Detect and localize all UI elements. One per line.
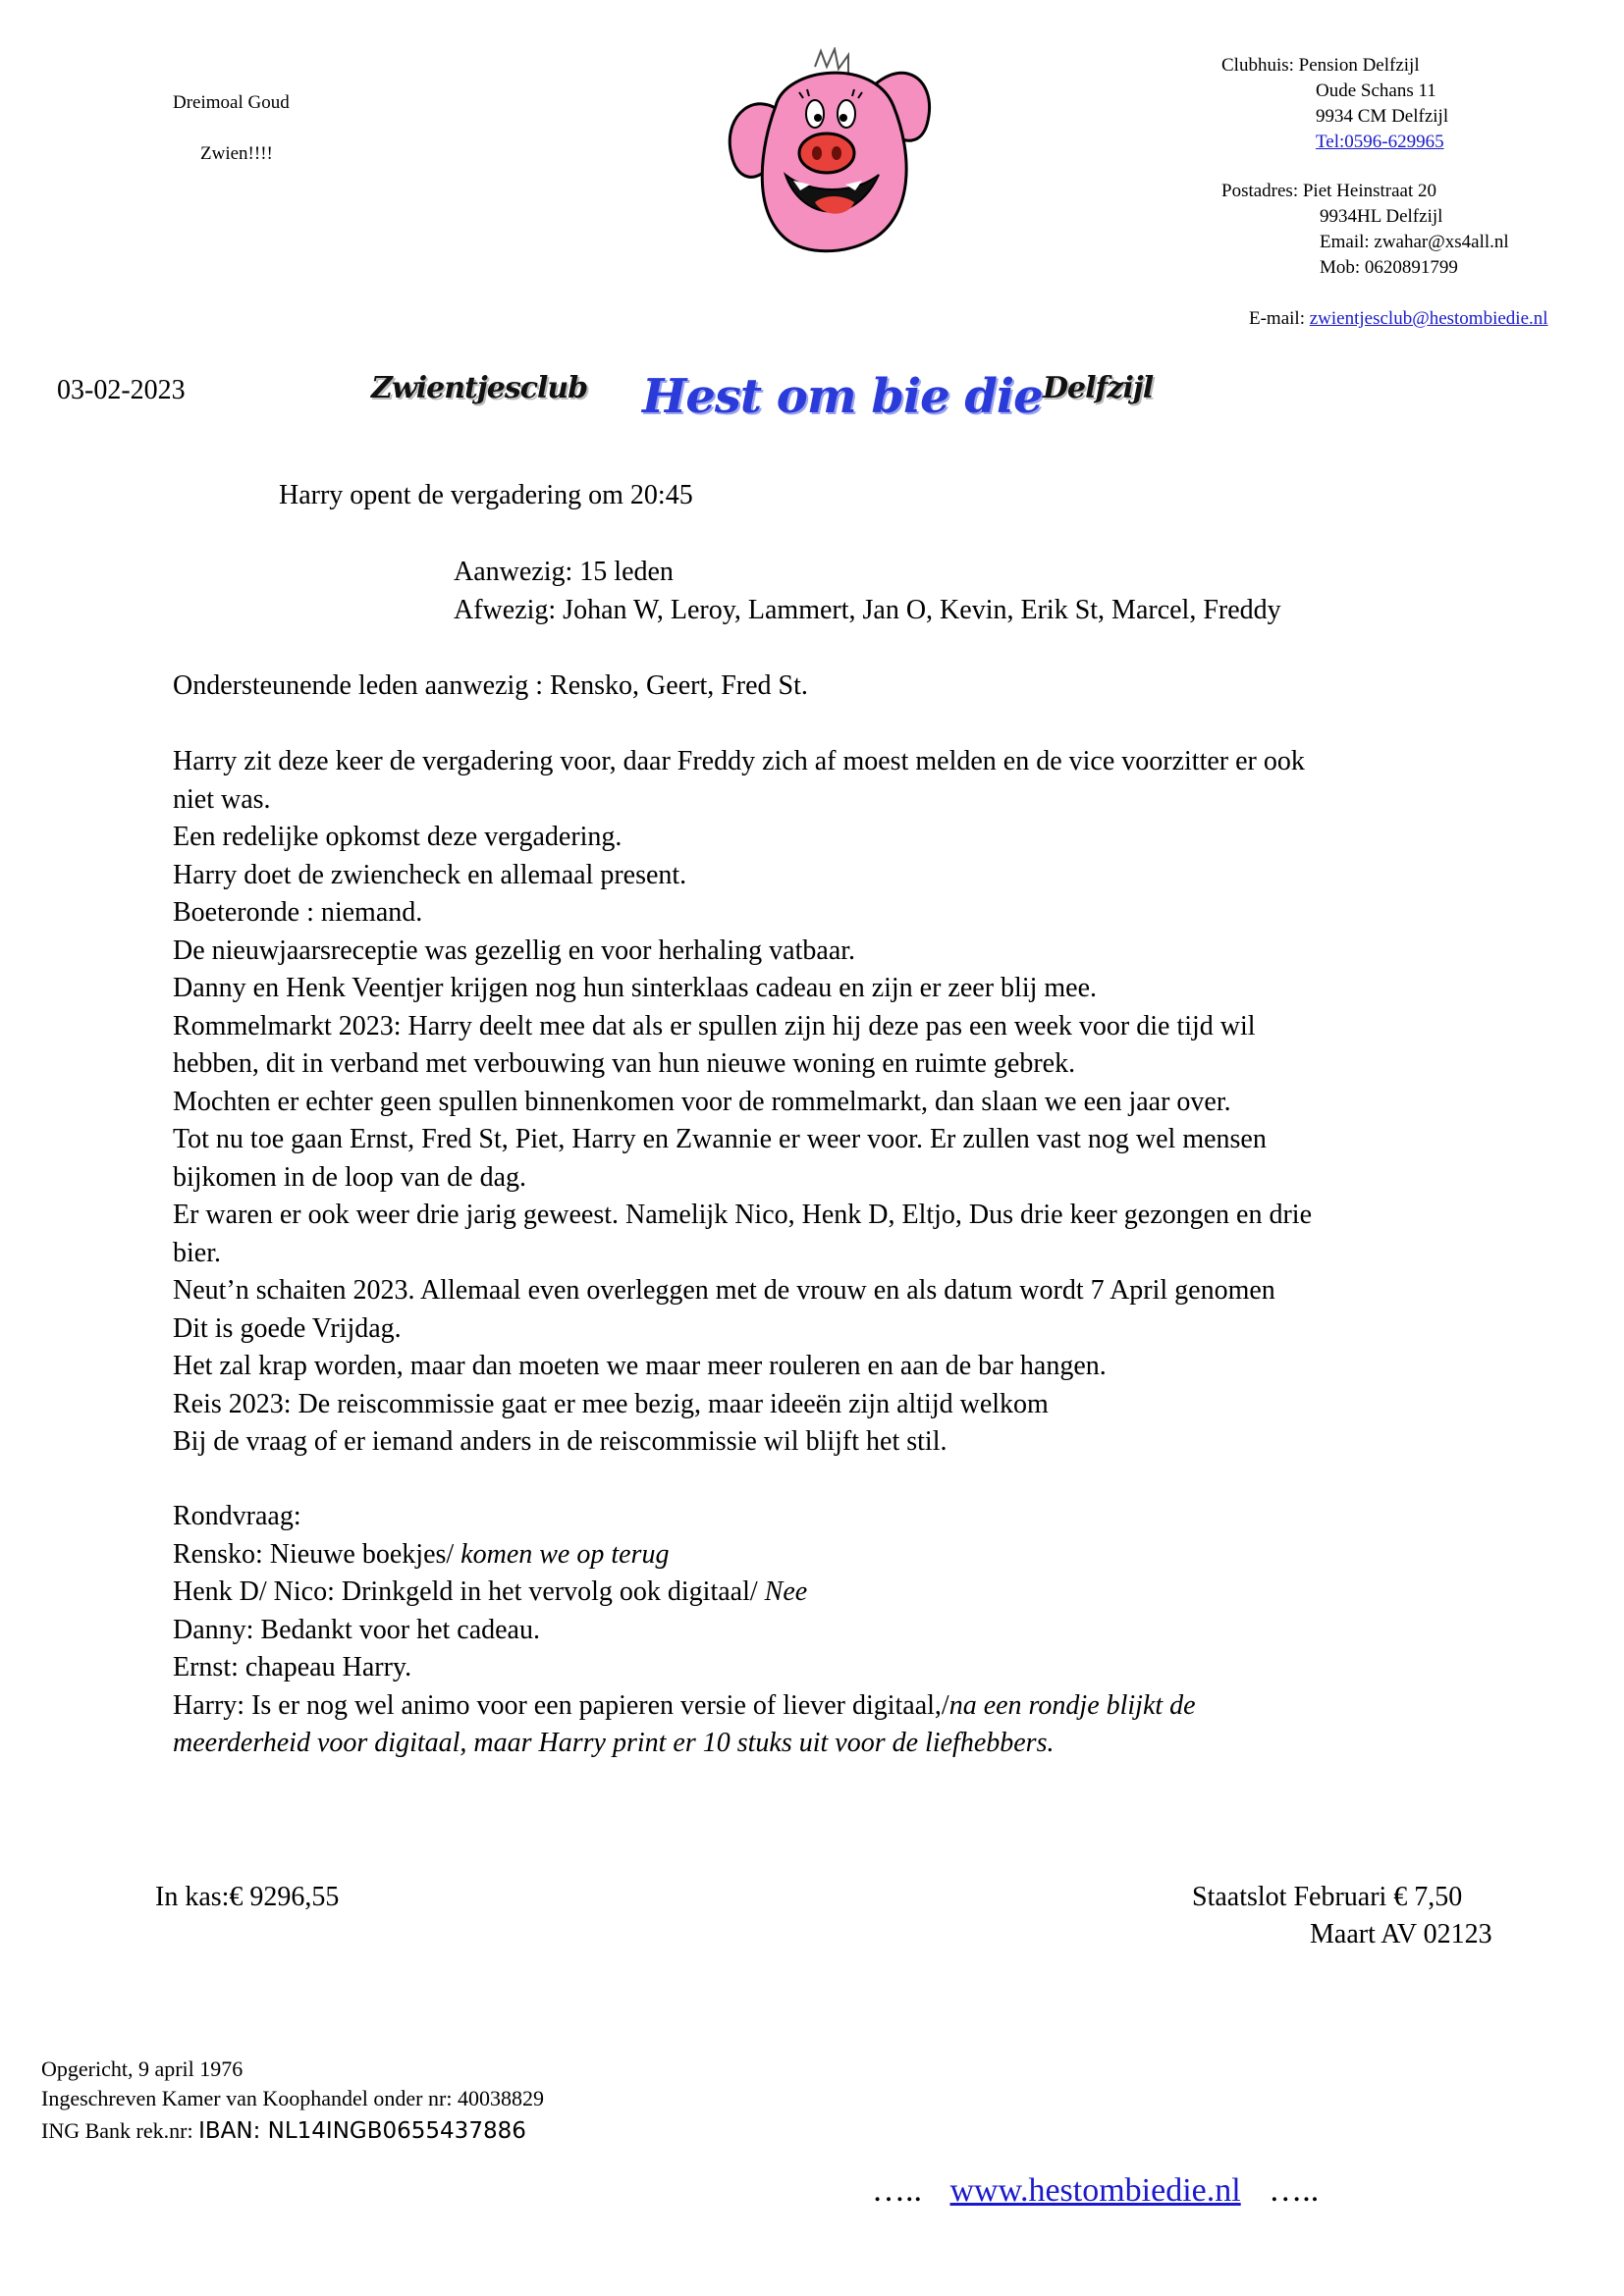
- bank-line: [41, 2116, 526, 2146]
- rondvraag-answer: na een rondje blijkt de: [948, 1689, 1196, 1721]
- minutes-line: Het zal krap worden, maar dan moeten we maar meer rouleren en aan de bar hangen.: [173, 1351, 1107, 1381]
- motto-line-1: Dreimoal Goud: [173, 92, 290, 113]
- clubhuis-label: Clubhuis:: [1221, 55, 1294, 76]
- founded-line: Opgericht, 9 april 1976: [41, 2056, 244, 2081]
- minutes-line: Er waren er ook weer drie jarig geweest. Namelijk Nico, Henk D, Eltjo, Dus drie keer gezongen en drie: [173, 1200, 1313, 1230]
- rondvraag-item: [173, 1536, 1196, 1575]
- clubhuis-street: Oude Schans 11: [1316, 80, 1436, 101]
- minutes-line: bijkomen in de loop van de dag.: [173, 1161, 527, 1193]
- staatslot-line: Staatslot Februari € 7,50: [1192, 1882, 1463, 1912]
- rondvraag-item: [173, 1574, 1196, 1612]
- pig-head-icon: [717, 47, 952, 258]
- minutes-line: De nieuwjaarsreceptie was gezellig en voor herhaling vatbaar.: [173, 934, 856, 966]
- motto-line-2: Zwien!!!!: [200, 143, 273, 164]
- rondvraag-answer: komen we op terug: [460, 1538, 670, 1570]
- postadres-label: Postadres:: [1221, 181, 1299, 201]
- club-title-left: Zwientjesclub: [371, 371, 588, 405]
- minutes-line: Reis 2023: De reiscommissie gaat er mee bezig, maar ideeën zijn altijd welkom: [173, 1388, 1049, 1419]
- postadres-mobile: Mob: 0620891799: [1320, 257, 1458, 278]
- iban-number: IBAN: NL14INGB0655437886: [198, 2118, 526, 2144]
- rondvraag-item: [173, 1612, 1196, 1650]
- minutes-line: hebben, dit in verband met verbouwing van hun nieuwe woning en ruimte gebrek.: [173, 1048, 1076, 1079]
- kvk-line: Ingeschreven Kamer van Koophandel onder nr: 40038829: [41, 2086, 544, 2110]
- rondvraag-question: Harry: Is er nog wel animo voor een papieren versie of liever digitaal,/: [173, 1689, 949, 1721]
- minutes-line: Boeteronde : niemand.: [173, 897, 423, 928]
- rondvraag-section: [173, 1498, 1196, 1763]
- minutes-line: Neut’n schaiten 2023. Allemaal even overleggen met de vrouw en als datum wordt 7 April genomen: [173, 1275, 1275, 1306]
- minutes-line: bier.: [173, 1237, 221, 1268]
- club-logo: [717, 47, 952, 258]
- dots-right: …..: [1269, 2172, 1320, 2209]
- clubhuis-name: Pension Delfzijl: [1298, 55, 1420, 76]
- minutes-line: Tot nu toe gaan Ernst, Fred St, Piet, Harry en Zwannie er weer voor. Er zullen vast nog wel mensen: [173, 1124, 1267, 1154]
- minutes-body: [173, 743, 1312, 1462]
- minutes-line: Mochten er echter geen spullen binnenkomen voor de rommelmarkt, dan slaan we een jaar over.: [173, 1086, 1231, 1117]
- minutes-line: Een redelijke opkomst deze vergadering.: [173, 822, 623, 852]
- minutes-line: Harry zit deze keer de vergadering voor, daar Freddy zich af moest melden en de vice voorzitter er ook: [173, 746, 1305, 776]
- website-link[interactable]: www.hestombiedie.nl: [949, 2172, 1241, 2209]
- postadres-city: 9934HL Delfzijl: [1320, 206, 1443, 227]
- maart-line: Maart AV 02123: [1310, 1919, 1492, 1949]
- clubhuis-line: [1221, 53, 1420, 79]
- clubhuis-phone-link[interactable]: Tel:0596-629965: [1316, 132, 1444, 152]
- rondvraag-question: Rensko: Nieuwe boekjes/: [173, 1538, 461, 1570]
- supporting-members-line: Ondersteunende leden aanwezig : Rensko, Geert, Fred St.: [173, 670, 808, 701]
- present-line: Aanwezig: 15 leden: [454, 557, 674, 587]
- rondvraag-title: Rondvraag:: [173, 1501, 301, 1531]
- postadres-line: [1221, 179, 1436, 204]
- rondvraag-item: [173, 1649, 1196, 1687]
- dots-left: …..: [872, 2172, 922, 2209]
- club-title-center: Hest om bie die: [642, 369, 1043, 424]
- minutes-line: Rommelmarkt 2023: Harry deelt mee dat als er spullen zijn hij deze pas een week voor die tijd wil: [173, 1010, 1256, 1041]
- minutes-line: niet was.: [173, 783, 271, 815]
- opening-line: Harry opent de vergadering om 20:45: [279, 480, 693, 510]
- rondvraag-answer-continued: meerderheid voor digitaal, maar Harry print er 10 stuks uit voor de liefhebbers.: [173, 1728, 1055, 1758]
- meeting-date: 03-02-2023: [57, 375, 186, 405]
- absent-line: Afwezig: Johan W, Leroy, Lammert, Jan O, Kevin, Erik St, Marcel, Freddy: [454, 595, 1281, 625]
- email-link[interactable]: zwientjesclub@hestombiedie.nl: [1309, 308, 1548, 329]
- bank-label: ING Bank rek.nr:: [41, 2118, 199, 2143]
- minutes-line: Bij de vraag of er iemand anders in de reiscommissie wil blijft het stil.: [173, 1426, 947, 1457]
- rondvraag-question: Henk D/ Nico: Drinkgeld in het vervolg ook digitaal/: [173, 1576, 765, 1607]
- cash-balance: In kas:€ 9296,55: [155, 1882, 340, 1912]
- club-title-right: Delfzijl: [1043, 371, 1154, 405]
- website-line: [872, 2169, 1319, 2213]
- rondvraag-item: [173, 1687, 1196, 1726]
- minutes-line: Harry doet de zwiencheck en allemaal present.: [173, 859, 687, 890]
- rondvraag-question: Danny: Bedankt voor het cadeau.: [173, 1614, 540, 1645]
- minutes-line: Danny en Henk Veentjer krijgen nog hun sinterklaas cadeau en zijn er zeer blij mee.: [173, 973, 1098, 1003]
- minutes-line: Dit is goede Vrijdag.: [173, 1312, 402, 1344]
- postadres-street: Piet Heinstraat 20: [1302, 181, 1436, 201]
- postadres-email: Email: zwahar@xs4all.nl: [1320, 232, 1509, 252]
- clubhuis-city: 9934 CM Delfzijl: [1316, 106, 1449, 127]
- email-line: [1249, 306, 1548, 332]
- email-label: E-mail:: [1249, 308, 1305, 329]
- rondvraag-answer: Nee: [764, 1576, 808, 1607]
- rondvraag-question: Ernst: chapeau Harry.: [173, 1652, 412, 1682]
